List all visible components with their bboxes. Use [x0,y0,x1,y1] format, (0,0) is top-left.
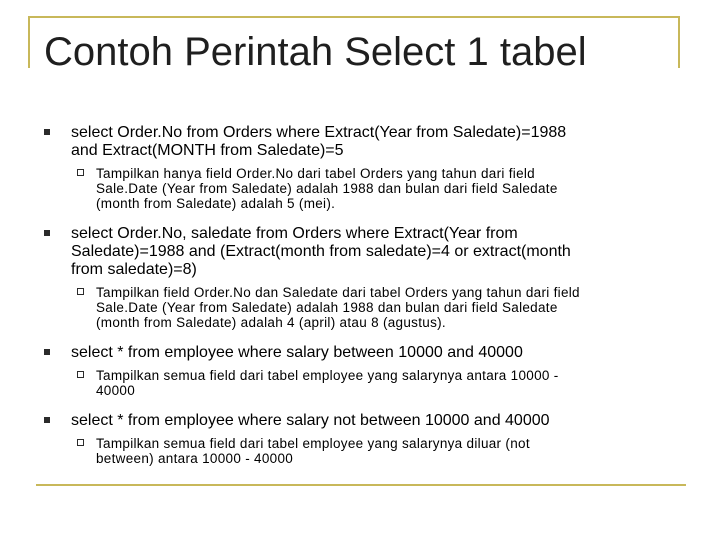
bullet-item [40,225,690,330]
bullet-item [40,344,690,398]
hollow-square-bullet-icon [77,169,84,176]
hollow-square-bullet-icon [77,288,84,295]
title-frame-top-rule [28,16,680,18]
slide-content [40,124,690,480]
title-frame-left-rule [28,16,30,68]
square-bullet-icon [44,129,50,135]
sub-bullet-item [71,166,690,211]
square-bullet-icon [44,349,50,355]
hollow-square-bullet-icon [77,439,84,446]
sub-bullet-text: Tampilkan field Order.No dan Saledate dari tabel Orders yang tahun dari field Sale.Date (Year from Saledate) adalah 1988 dan bulan dari field Saledate (month from Saledate) adalah 4 (april) atau 8 (agustus). [96,285,580,330]
bullet-item [40,124,690,211]
hollow-square-bullet-icon [77,371,84,378]
slide-title: Contoh Perintah Select 1 tabel [44,30,587,74]
bullet-item-text: select * from employee where salary between 10000 and 40000 [71,344,523,361]
sub-bullet-text: Tampilkan hanya field Order.No dari tabel Orders yang tahun dari field Sale.Date (Year from Saledate) adalah 1988 dan bulan dari field Saledate (month from Saledate) adalah 5 (mei). [96,166,558,211]
square-bullet-icon [44,230,50,236]
sub-bullet-text: Tampilkan semua field dari tabel employee yang salarynya diluar (not between) antara 10000 - 40000 [96,436,530,466]
footer-rule [36,484,686,486]
bullet-item-text: select * from employee where salary not between 10000 and 40000 [71,412,550,429]
bullet-item-text: select Order.No from Orders where Extract(Year from Saledate)=1988 and Extract(MONTH from Saledate)=5 [71,124,567,159]
sub-bullet-text: Tampilkan semua field dari tabel employee yang salarynya antara 10000 - 40000 [96,368,559,398]
sub-bullet-item [71,368,690,398]
bullet-item-text: select Order.No, saledate from Orders where Extract(Year from Saledate)=1988 and (Extract(month from saledate)=4 or extract(month from saledate)=8) [71,225,571,278]
sub-bullet-item [71,285,690,330]
square-bullet-icon [44,417,50,423]
bullet-item [40,412,690,466]
sub-bullet-item [71,436,690,466]
title-frame-right-rule [678,16,680,68]
